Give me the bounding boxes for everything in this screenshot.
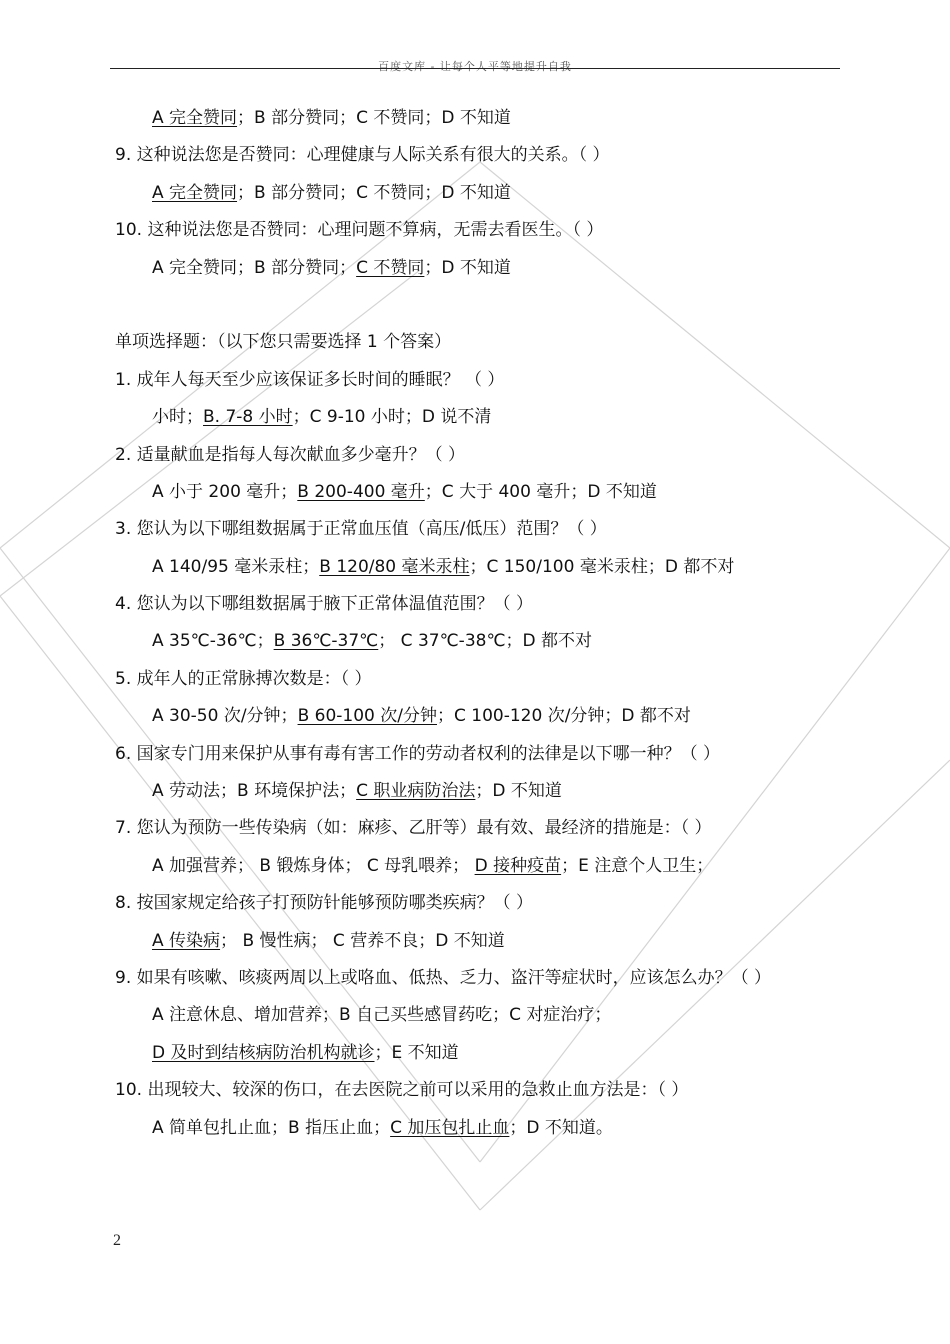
text-segment: 10. 出现较大、较深的伤口，在去医院之前可以采用的急救止血方法是：（ ） xyxy=(115,1080,689,1101)
answer-options-line xyxy=(115,852,855,889)
underlined-answer: B. 7-8 小时 xyxy=(203,407,293,428)
underlined-answer: C 不赞同 xyxy=(356,257,425,278)
text-segment: ；C 150/100 毫米汞柱；D 都不对 xyxy=(469,556,735,577)
answer-options-line xyxy=(115,403,855,440)
underlined-answer: C 加压包扎止血 xyxy=(390,1117,510,1138)
question-line xyxy=(115,216,855,253)
question-line xyxy=(115,665,855,702)
answer-options-line xyxy=(115,702,855,739)
text-segment: ；D 不知道 xyxy=(475,781,562,802)
answer-options-line xyxy=(115,254,855,291)
question-line xyxy=(115,1076,855,1113)
text-segment: ；B 部分赞同；C 不赞同；D 不知道 xyxy=(237,108,511,128)
answer-options-line xyxy=(115,1039,855,1076)
question-line xyxy=(115,889,855,926)
question-line xyxy=(115,590,855,627)
answer-options-line xyxy=(115,104,855,141)
answer-options-line xyxy=(115,478,855,515)
text-segment: 5. 成年人的正常脉搏次数是：（ ） xyxy=(115,668,372,689)
text-segment: ；B 部分赞同；C 不赞同；D 不知道 xyxy=(237,182,511,203)
answer-options-line xyxy=(115,777,855,814)
text-segment: A 小于 200 毫升； xyxy=(152,481,298,502)
text-segment: ；E 注意个人卫生； xyxy=(561,855,714,876)
text-segment: 3. 您认为以下哪组数据属于正常血压值（高压/低压）范围？（ ） xyxy=(115,519,607,540)
question-line xyxy=(115,291,855,328)
text-segment: ；C 100-120 次/分钟；D 都不对 xyxy=(436,706,691,727)
question-line xyxy=(115,814,855,851)
text-segment: ；D 不知道。 xyxy=(509,1117,613,1138)
text-segment: A 完全赞同；B 部分赞同； xyxy=(152,257,357,278)
text-segment: 4. 您认为以下哪组数据属于腋下正常体温值范围？（ ） xyxy=(115,594,534,615)
text-segment: 7. 您认为预防一些传染病（如：麻疹、乙肝等）最有效、最经济的措施是：（ ） xyxy=(115,818,712,839)
question-line xyxy=(115,441,855,478)
header-rule xyxy=(110,68,840,69)
text-segment: 8. 按国家规定给孩子打预防针能够预防哪类疾病？（ ） xyxy=(115,893,534,914)
text-segment: 10. 这种说法您是否赞同：心理问题不算病，无需去看医生。（ ） xyxy=(115,220,604,241)
text-segment: 6. 国家专门用来保护从事有毒有害工作的劳动者权利的法律是以下哪一种？（ ） xyxy=(115,743,721,764)
question-line xyxy=(115,328,855,365)
answer-options-line xyxy=(115,553,855,590)
text-segment: A 劳动法；B 环境保护法； xyxy=(152,781,357,802)
answer-options-line xyxy=(115,627,855,664)
underlined-answer: B 200-400 毫升 xyxy=(297,481,425,502)
page-header: 百度文库 - 让每个人平等地提升自我 xyxy=(378,60,572,73)
underlined-answer: D 及时到结核病防治机构就诊 xyxy=(152,1042,375,1063)
text-segment: 单项选择题：（以下您只需要选择 1 个答案） xyxy=(115,332,452,353)
text-segment: 2. 适量献血是指每人每次献血多少毫升？（ ） xyxy=(115,444,466,465)
question-line xyxy=(115,141,855,178)
underlined-answer: B 36℃-37℃ xyxy=(273,631,379,652)
answer-options-line xyxy=(115,1001,855,1038)
question-line xyxy=(115,515,855,552)
underlined-answer: B 120/80 毫米汞柱 xyxy=(319,556,470,577)
question-list xyxy=(115,104,855,1151)
underlined-answer: D 接种疫苗 xyxy=(474,855,562,876)
underlined-answer: A 传染病 xyxy=(152,930,221,951)
text-segment: ；E 不知道 xyxy=(374,1042,459,1063)
answer-options-line xyxy=(115,179,855,216)
question-line xyxy=(115,740,855,777)
page-number: 2 xyxy=(113,1232,121,1249)
text-segment: A 35℃-36℃； xyxy=(152,631,274,652)
text-segment: ； B 慢性病； C 营养不良；D 不知道 xyxy=(220,930,505,951)
underlined-answer: C 职业病防治法 xyxy=(356,781,476,802)
text-segment: 9. 如果有咳嗽、咳痰两周以上或咯血、低热、乏力、盗汗等症状时，应该怎么办？（ ） xyxy=(115,967,772,988)
question-line xyxy=(115,964,855,1001)
text-segment: 小时； xyxy=(152,407,203,428)
text-segment: 9. 这种说法您是否赞同：心理健康与人际关系有很大的关系。（ ） xyxy=(115,145,610,166)
underlined-answer: A 完全赞同 xyxy=(152,108,238,128)
text-segment: A 简单包扎止血；B 指压止血； xyxy=(152,1117,391,1138)
text-segment: ； C 37℃-38℃；D 都不对 xyxy=(378,631,593,652)
text-segment: A 140/95 毫米汞柱； xyxy=(152,556,320,577)
text-segment: A 注意休息、增加营养；B 自己买些感冒药吃；C 对症治疗； xyxy=(152,1005,612,1026)
text-segment: A 加强营养； B 锻炼身体； C 母乳喂养； xyxy=(152,855,475,876)
text-segment: A 30-50 次/分钟； xyxy=(152,706,298,727)
text-segment: ；C 大于 400 毫升；D 不知道 xyxy=(424,481,657,502)
answer-options-line xyxy=(115,1114,855,1151)
text-segment: ；D 不知道 xyxy=(424,257,511,278)
question-line xyxy=(115,366,855,403)
text-segment: 1. 成年人每天至少应该保证多长时间的睡眠？ （ ） xyxy=(115,369,505,390)
underlined-answer: B 60-100 次/分钟 xyxy=(297,706,437,727)
text-segment: ；C 9-10 小时；D 说不清 xyxy=(292,407,492,428)
answer-options-line xyxy=(115,927,855,964)
underlined-answer: A 完全赞同 xyxy=(152,182,238,203)
